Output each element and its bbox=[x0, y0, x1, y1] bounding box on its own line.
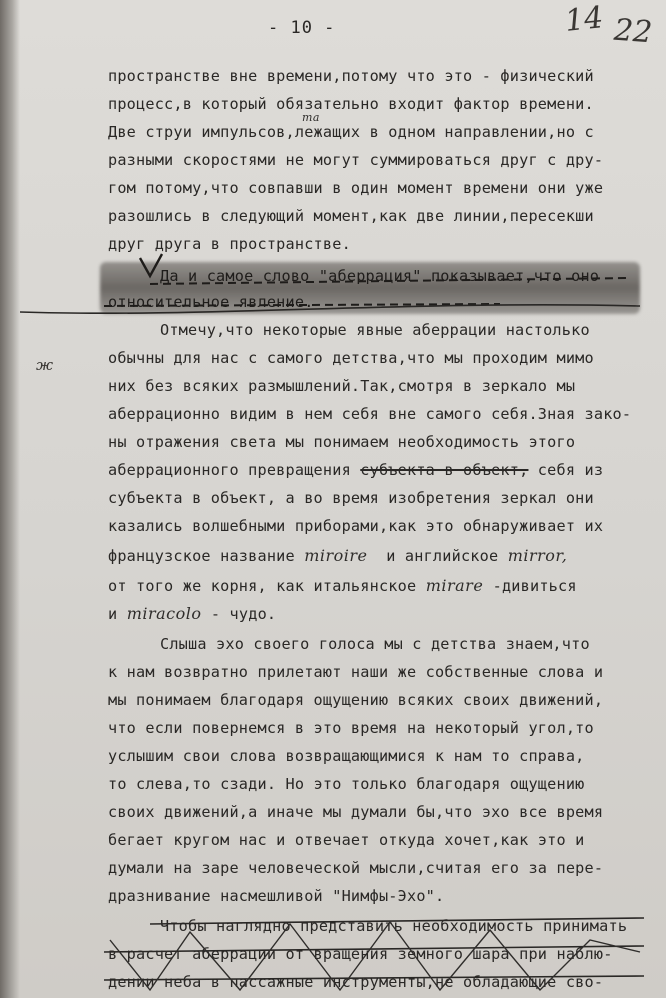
page-number: - 10 - bbox=[268, 18, 336, 38]
text-line: гом потому,что совпавши в один момент времени они уже bbox=[108, 179, 604, 197]
margin-mark: ж bbox=[36, 356, 54, 374]
text-line-miracolo bbox=[108, 604, 276, 624]
text-fragment: - чудо. bbox=[201, 605, 277, 623]
text-line: ны отражения света мы понимаем необходимость этого bbox=[108, 433, 576, 451]
text-line: разными скоростями не могут суммироваться друг с дру- bbox=[108, 151, 604, 169]
handwritten-correction: та bbox=[302, 111, 320, 124]
text-line: к нам возвратно прилетают наши же собственные слова и bbox=[108, 663, 604, 681]
handwritten-word: miracolo bbox=[126, 604, 202, 623]
scan-edge bbox=[0, 0, 20, 998]
text-line: своих движений,а иначе мы думали бы,что эхо все время bbox=[108, 803, 604, 821]
text-line: них без всяких размышлений.Так,смотря в зеркало мы bbox=[108, 377, 576, 395]
text-line-mirare bbox=[108, 576, 577, 596]
struck-text-line: в расчет аберрации от вращения земного шара при наблю- bbox=[108, 945, 613, 963]
text-line: Две струи импульсов,лежащих в одном направлении,но с bbox=[108, 123, 594, 141]
text-line: казались волшебными приборами,как это обнаруживает их bbox=[108, 517, 604, 535]
text-line: дразнивание насмешливой "Нимфы-Эхо". bbox=[108, 887, 445, 905]
text-fragment: от того же корня, как итальянское bbox=[108, 577, 426, 595]
text-fragment: аберрационного превращения bbox=[108, 461, 361, 479]
text-fragment: и английское bbox=[367, 547, 508, 565]
text-fragment: и bbox=[108, 605, 127, 623]
handwritten-folio-number: 14 bbox=[563, 0, 605, 39]
handwritten-word: miroire bbox=[304, 546, 368, 565]
text-line-with-strike bbox=[108, 460, 603, 480]
text-line: что если повернемся в это время на некоторый угол,то bbox=[108, 719, 594, 737]
text-line: процесс,в который обязательно входит фактор времени. bbox=[108, 95, 594, 113]
text-line: услышим свои слова возвращающимися к нам то справа, bbox=[108, 747, 585, 765]
text-line: Слыша эхо своего голоса мы с детства знаем,что bbox=[160, 635, 590, 653]
text-line: субъекта в объект, а во время изобретения зеркал они bbox=[108, 489, 594, 507]
text-fragment: французское название bbox=[108, 547, 305, 565]
text-fragment: -дивиться bbox=[483, 577, 577, 595]
text-line: друг друга в пространстве. bbox=[108, 235, 351, 253]
text-line: думали на заре человеческой мысли,считая его за пере- bbox=[108, 859, 604, 877]
handwritten-word: mirare bbox=[425, 576, 484, 595]
text-line: бегает кругом нас и отвечает откуда хочет,как это и bbox=[108, 831, 585, 849]
struck-fragment: субъекта в объект, bbox=[360, 461, 529, 479]
text-line: аберрационно видим в нем себя вне самого себя.Зная зако- bbox=[108, 405, 632, 423]
struck-text-line: Чтобы наглядно представить необходимость принимать bbox=[160, 917, 628, 935]
text-line: обычны для нас с самого детства,что мы проходим мимо bbox=[108, 349, 594, 367]
struck-text-line: относительное явление. bbox=[108, 293, 314, 311]
text-line: пространстве вне времени,потому что это - физический bbox=[108, 67, 594, 85]
struck-text-line: Да и самое слово "аберрация" показывает,что оно bbox=[160, 267, 600, 285]
text-line: то слева,то сзади. Но это только благодаря ощущению bbox=[108, 775, 585, 793]
handwritten-folio-number-2: 22 bbox=[612, 12, 654, 51]
text-line-miroir bbox=[108, 546, 567, 566]
text-line: мы понимаем благодаря ощущению всяких своих движений, bbox=[108, 691, 604, 709]
struck-text-line: дении неба в пассажные инструменты,не обладающие сво- bbox=[108, 973, 604, 991]
text-line: Отмечу,что некоторые явные аберрации настолько bbox=[160, 321, 590, 339]
handwritten-word: mirror, bbox=[507, 546, 568, 565]
text-line: разошлись в следующий момент,как две линии,пересекши bbox=[108, 207, 594, 225]
text-fragment: себя из bbox=[528, 461, 604, 479]
